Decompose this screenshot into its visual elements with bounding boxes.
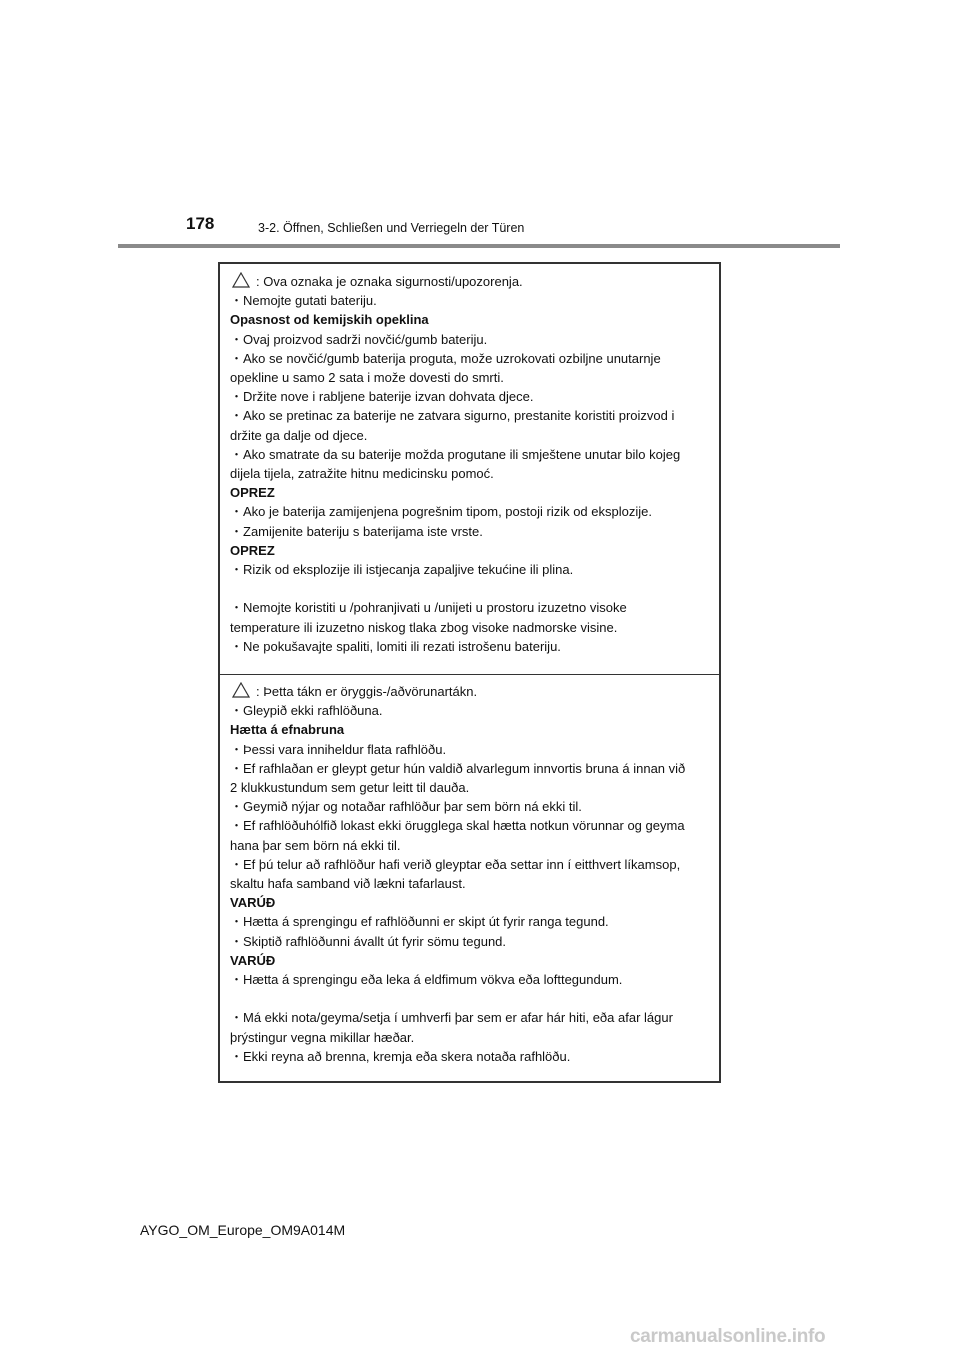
warning-heading: VARÚÐ xyxy=(230,952,276,968)
warning-text-line: 2 klukkustundum sem getur leitt til dauða. xyxy=(230,780,470,796)
watermark: carmanualsonline.info xyxy=(630,1326,826,1347)
warning-text-line: þrýstingur vegna mikillar hæðar. xyxy=(230,1029,415,1045)
warning-triangle-icon xyxy=(232,682,250,698)
warning-block-croatian xyxy=(230,272,715,656)
warning-text-line: ・Þessi vara inniheldur flata rafhlöðu. xyxy=(230,741,447,757)
warning-text-line: ・Ovaj proizvod sadrži novčić/gumb bateriju. xyxy=(230,331,488,347)
warning-text-line: ・Ekki reyna að brenna, kremja eða skera notaða rafhlöðu. xyxy=(230,1048,571,1064)
warning-text-line: ・Zamijenite bateriju s baterijama iste vrste. xyxy=(230,523,483,539)
warning-text-line: skaltu hafa samband við lækni tafarlaust. xyxy=(230,876,466,892)
warning-text-line: ・Hætta á sprengingu eða leka á eldfimum vökva eða lofttegundum. xyxy=(230,972,623,988)
warning-text-line: temperature ili izuzetno niskog tlaka zbog visoke nadmorske visine. xyxy=(230,619,618,635)
page-number: 178 xyxy=(186,214,215,233)
warning-text-line: ・Geymið nýjar og notaðar rafhlöður þar sem börn ná ekki til. xyxy=(230,799,582,815)
warning-text-line: ・Ako smatrate da su baterije možda progutane ili smještene unutar bilo kojeg xyxy=(230,446,681,462)
warning-text-line: ・Skiptið rafhlöðunni ávallt út fyrir sömu tegund. xyxy=(230,933,507,949)
warning-text-line: ・Gleypið ekki rafhlöðuna. xyxy=(230,703,383,719)
warning-heading: OPREZ xyxy=(230,485,275,501)
footer-doc-code: AYGO_OM_Europe_OM9A014M xyxy=(140,1222,346,1238)
warning-text-line: ・Ako se novčić/gumb baterija proguta, može uzrokovati ozbiljne unutarnje xyxy=(230,350,661,366)
warning-text-line: ・Ako je baterija zamijenjena pogrešnim tipom, postoji rizik od eksplozije. xyxy=(230,504,652,520)
symbol-note-line xyxy=(230,272,715,291)
warning-text-line: dijela tijela, zatražite hitnu medicinsku pomoć. xyxy=(230,466,494,482)
warning-text-line: ・Ef rafhlaðan er gleypt getur hún valdið alvarlegum innvortis bruna á innan við xyxy=(230,760,686,776)
warning-triangle-icon xyxy=(232,272,250,288)
icelandic-lines xyxy=(230,701,715,1066)
warning-heading: VARÚÐ xyxy=(230,895,276,911)
header-rule xyxy=(118,244,840,248)
warning-text-line: ・Držite nove i rabljene baterije izvan dohvata djece. xyxy=(230,389,534,405)
warning-text-line: držite ga dalje od djece. xyxy=(230,427,368,443)
croatian-lines xyxy=(230,291,715,656)
warning-text-line: opekline u samo 2 sata i može dovesti do smrti. xyxy=(230,370,504,386)
warning-text-line: ・Ef rafhlöðuhólfið lokast ekki örugglega skal hætta notkun vörunnar og geyma xyxy=(230,818,685,834)
section-divider xyxy=(220,674,719,675)
symbol-note-text: : Ova oznaka je oznaka sigurnosti/upozorenja. xyxy=(256,274,523,289)
warning-text-line: ・Má ekki nota/geyma/setja í umhverfi þar sem er afar hár hiti, eða afar lágur xyxy=(230,1010,673,1026)
warning-box xyxy=(218,262,721,1083)
warning-heading: OPREZ xyxy=(230,542,275,558)
warning-text-line: hana þar sem börn ná ekki til. xyxy=(230,837,401,853)
warning-text-line: ・Rizik od eksplozije ili istjecanja zapaljive tekućine ili plina. xyxy=(230,562,574,578)
warning-text-line: ・Nemojte koristiti u /pohranjivati u /unijeti u prostoru izuzetno visoke xyxy=(230,600,627,616)
section-title: 3-2. Öffnen, Schließen und Verriegeln der Türen xyxy=(258,221,525,235)
warning-text-line: ・Hætta á sprengingu ef rafhlöðunni er skipt út fyrir ranga tegund. xyxy=(230,914,609,930)
warning-text-line: ・Ef þú telur að rafhlöður hafi verið gleyptar eða settar inn í eitthvert líkamsop, xyxy=(230,856,681,872)
warning-heading: Hætta á efnabruna xyxy=(230,722,345,738)
symbol-note-text: : Þetta tákn er öryggis-/aðvörunartákn. xyxy=(256,684,478,699)
warning-text-line: ・Ako se pretinac za baterije ne zatvara sigurno, prestanite koristiti proizvod i xyxy=(230,408,675,424)
warning-heading: Opasnost od kemijskih opeklina xyxy=(230,312,429,328)
warning-text-line xyxy=(230,579,715,598)
warning-text-line: ・Nemojte gutati bateriju. xyxy=(230,293,377,309)
warning-block-icelandic xyxy=(230,682,715,1066)
warning-text-line xyxy=(230,989,715,1008)
symbol-note-line xyxy=(230,682,715,701)
warning-text-line: ・Ne pokušavajte spaliti, lomiti ili rezati istrošenu bateriju. xyxy=(230,638,561,654)
